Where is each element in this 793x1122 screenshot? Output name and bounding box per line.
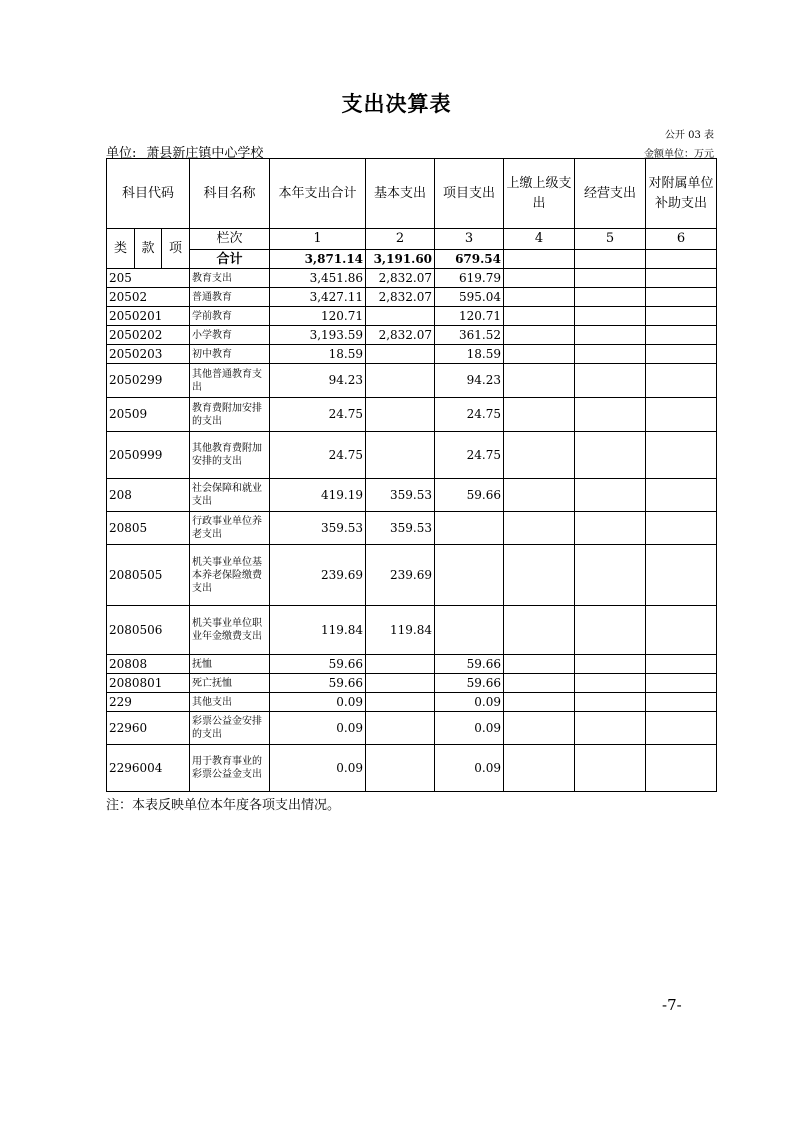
project-expenditure: 619.79	[435, 269, 504, 288]
subsidy-affiliates	[646, 398, 717, 432]
subject-code: 208	[107, 479, 190, 512]
basic-expenditure	[366, 364, 435, 398]
basic-expenditure: 2,832.07	[366, 288, 435, 307]
operating-expenditure	[575, 655, 646, 674]
header-name: 科目名称	[190, 159, 270, 229]
basic-expenditure: 119.84	[366, 606, 435, 655]
subject-name: 其他普通教育支出	[190, 364, 270, 398]
project-expenditure: 595.04	[435, 288, 504, 307]
table-row	[107, 655, 717, 674]
subsidy-affiliates	[646, 712, 717, 745]
col-number-1: 1	[270, 229, 366, 250]
project-expenditure: 0.09	[435, 712, 504, 745]
header-project-expenditure: 项目支出	[435, 159, 504, 229]
table-row	[107, 288, 717, 307]
total-expenditure: 3,193.59	[270, 326, 366, 345]
subject-name: 教育费附加安排的支出	[190, 398, 270, 432]
header-xiang: 项	[162, 229, 190, 269]
project-expenditure: 59.66	[435, 674, 504, 693]
subject-code: 205	[107, 269, 190, 288]
table-row	[107, 545, 717, 606]
total-expenditure: 59.66	[270, 674, 366, 693]
total-expenditure: 119.84	[270, 606, 366, 655]
operating-expenditure	[575, 693, 646, 712]
header-remit-superior: 上缴上级支出	[504, 159, 575, 229]
remit-superior	[504, 712, 575, 745]
remit-superior	[504, 398, 575, 432]
project-expenditure	[435, 606, 504, 655]
total-expenditure: 24.75	[270, 398, 366, 432]
table-row	[107, 712, 717, 745]
remit-superior	[504, 345, 575, 364]
operating-expenditure	[575, 326, 646, 345]
remit-superior	[504, 655, 575, 674]
project-expenditure: 24.75	[435, 398, 504, 432]
operating-expenditure	[575, 712, 646, 745]
subsidy-affiliates	[646, 606, 717, 655]
project-expenditure	[435, 512, 504, 545]
project-expenditure: 361.52	[435, 326, 504, 345]
project-expenditure: 59.66	[435, 655, 504, 674]
table-row	[107, 674, 717, 693]
remit-superior	[504, 326, 575, 345]
project-expenditure	[435, 545, 504, 606]
table-row	[107, 345, 717, 364]
total-expenditure: 3,427.11	[270, 288, 366, 307]
column-number-row	[107, 229, 717, 250]
table-row	[107, 326, 717, 345]
subject-name: 行政事业单位养老支出	[190, 512, 270, 545]
total-expenditure: 0.09	[270, 693, 366, 712]
operating-expenditure	[575, 674, 646, 693]
subject-name: 社会保障和就业支出	[190, 479, 270, 512]
operating-expenditure	[575, 432, 646, 479]
operating-expenditure	[575, 269, 646, 288]
subject-code: 20808	[107, 655, 190, 674]
subject-code: 2050203	[107, 345, 190, 364]
subject-code: 2080506	[107, 606, 190, 655]
col-number-4: 4	[504, 229, 575, 250]
basic-expenditure: 2,832.07	[366, 326, 435, 345]
table-row	[107, 307, 717, 326]
subsidy-affiliates	[646, 674, 717, 693]
total-c6	[646, 250, 717, 269]
page-title: 支出决算表	[341, 92, 452, 116]
total-c1: 3,871.14	[270, 250, 366, 269]
basic-expenditure: 359.53	[366, 512, 435, 545]
table-row	[107, 432, 717, 479]
subject-name: 小学教育	[190, 326, 270, 345]
total-c3: 679.54	[435, 250, 504, 269]
header-row	[107, 159, 717, 229]
operating-expenditure	[575, 398, 646, 432]
total-row	[107, 250, 717, 269]
col-number-6: 6	[646, 229, 717, 250]
basic-expenditure	[366, 745, 435, 792]
basic-expenditure	[366, 345, 435, 364]
remit-superior	[504, 545, 575, 606]
remit-superior	[504, 512, 575, 545]
subject-name: 学前教育	[190, 307, 270, 326]
table-row	[107, 606, 717, 655]
total-label: 合计	[190, 250, 270, 269]
subject-name: 机关事业单位基本养老保险缴费支出	[190, 545, 270, 606]
basic-expenditure	[366, 432, 435, 479]
unit-label: 单位:	[106, 146, 137, 161]
subject-code: 2050999	[107, 432, 190, 479]
subject-code: 2296004	[107, 745, 190, 792]
subject-code: 22960	[107, 712, 190, 745]
subject-code: 2050202	[107, 326, 190, 345]
operating-expenditure	[575, 364, 646, 398]
subsidy-affiliates	[646, 288, 717, 307]
total-expenditure: 59.66	[270, 655, 366, 674]
total-expenditure: 120.71	[270, 307, 366, 326]
project-expenditure: 120.71	[435, 307, 504, 326]
table-row	[107, 398, 717, 432]
subject-name: 用于教育事业的彩票公益金支出	[190, 745, 270, 792]
subsidy-affiliates	[646, 326, 717, 345]
total-expenditure: 94.23	[270, 364, 366, 398]
remit-superior	[504, 745, 575, 792]
header-lanci: 栏次	[190, 229, 270, 250]
basic-expenditure	[366, 655, 435, 674]
table-row	[107, 745, 717, 792]
unit-name: 萧县新庄镇中心学校	[146, 146, 264, 161]
col-number-2: 2	[366, 229, 435, 250]
subject-code: 20509	[107, 398, 190, 432]
header-kuan: 款	[135, 229, 162, 269]
total-expenditure: 3,451.86	[270, 269, 366, 288]
project-expenditure: 0.09	[435, 693, 504, 712]
header-total-expenditure: 本年支出合计	[270, 159, 366, 229]
basic-expenditure	[366, 398, 435, 432]
remit-superior	[504, 307, 575, 326]
remit-superior	[504, 693, 575, 712]
total-c2: 3,191.60	[366, 250, 435, 269]
basic-expenditure	[366, 307, 435, 326]
remit-superior	[504, 606, 575, 655]
basic-expenditure: 239.69	[366, 545, 435, 606]
project-expenditure: 94.23	[435, 364, 504, 398]
subsidy-affiliates	[646, 307, 717, 326]
header-lei: 类	[107, 229, 135, 269]
subsidy-affiliates	[646, 512, 717, 545]
basic-expenditure: 2,832.07	[366, 269, 435, 288]
table-row	[107, 512, 717, 545]
col-number-3: 3	[435, 229, 504, 250]
total-expenditure: 419.19	[270, 479, 366, 512]
subsidy-affiliates	[646, 364, 717, 398]
total-expenditure: 0.09	[270, 712, 366, 745]
operating-expenditure	[575, 345, 646, 364]
subsidy-affiliates	[646, 693, 717, 712]
project-expenditure: 24.75	[435, 432, 504, 479]
col-number-5: 5	[575, 229, 646, 250]
subject-name: 教育支出	[190, 269, 270, 288]
subject-code: 229	[107, 693, 190, 712]
table-row	[107, 364, 717, 398]
basic-expenditure: 359.53	[366, 479, 435, 512]
operating-expenditure	[575, 307, 646, 326]
subject-code: 20805	[107, 512, 190, 545]
project-expenditure: 59.66	[435, 479, 504, 512]
total-expenditure: 239.69	[270, 545, 366, 606]
subject-code: 20502	[107, 288, 190, 307]
expenditure-table	[106, 158, 717, 792]
basic-expenditure	[366, 712, 435, 745]
subject-code: 2050201	[107, 307, 190, 326]
operating-expenditure	[575, 288, 646, 307]
subject-code: 2080801	[107, 674, 190, 693]
operating-expenditure	[575, 545, 646, 606]
subject-name: 彩票公益金安排的支出	[190, 712, 270, 745]
total-c4	[504, 250, 575, 269]
basic-expenditure	[366, 674, 435, 693]
total-expenditure: 24.75	[270, 432, 366, 479]
subsidy-affiliates	[646, 545, 717, 606]
basic-expenditure	[366, 693, 435, 712]
subject-name: 抚恤	[190, 655, 270, 674]
page-number: -7-	[662, 996, 682, 1014]
subsidy-affiliates	[646, 269, 717, 288]
total-expenditure: 359.53	[270, 512, 366, 545]
form-number: 公开 03 表	[664, 130, 714, 141]
subsidy-affiliates	[646, 345, 717, 364]
table-row	[107, 269, 717, 288]
subject-name: 其他支出	[190, 693, 270, 712]
header-basic-expenditure: 基本支出	[366, 159, 435, 229]
header-code: 科目代码	[107, 159, 190, 229]
subsidy-affiliates	[646, 745, 717, 792]
subject-name: 其他教育费附加安排的支出	[190, 432, 270, 479]
subsidy-affiliates	[646, 479, 717, 512]
total-c5	[575, 250, 646, 269]
total-expenditure: 0.09	[270, 745, 366, 792]
money-unit: 金额单位：万元	[644, 149, 714, 160]
subject-code: 2050299	[107, 364, 190, 398]
header-operating-expenditure: 经营支出	[575, 159, 646, 229]
remit-superior	[504, 288, 575, 307]
header-subsidy-affiliates: 对附属单位补助支出	[646, 159, 717, 229]
subject-name: 死亡抚恤	[190, 674, 270, 693]
remit-superior	[504, 364, 575, 398]
operating-expenditure	[575, 606, 646, 655]
operating-expenditure	[575, 479, 646, 512]
table-note: 注：本表反映单位本年度各项支出情况。	[106, 798, 341, 813]
remit-superior	[504, 479, 575, 512]
remit-superior	[504, 269, 575, 288]
table-row	[107, 479, 717, 512]
subsidy-affiliates	[646, 655, 717, 674]
remit-superior	[504, 674, 575, 693]
subject-name: 机关事业单位职业年金缴费支出	[190, 606, 270, 655]
subject-name: 初中教育	[190, 345, 270, 364]
project-expenditure: 0.09	[435, 745, 504, 792]
subject-code: 2080505	[107, 545, 190, 606]
table-row	[107, 693, 717, 712]
project-expenditure: 18.59	[435, 345, 504, 364]
subsidy-affiliates	[646, 432, 717, 479]
operating-expenditure	[575, 745, 646, 792]
operating-expenditure	[575, 512, 646, 545]
subject-name: 普通教育	[190, 288, 270, 307]
total-expenditure: 18.59	[270, 345, 366, 364]
remit-superior	[504, 432, 575, 479]
